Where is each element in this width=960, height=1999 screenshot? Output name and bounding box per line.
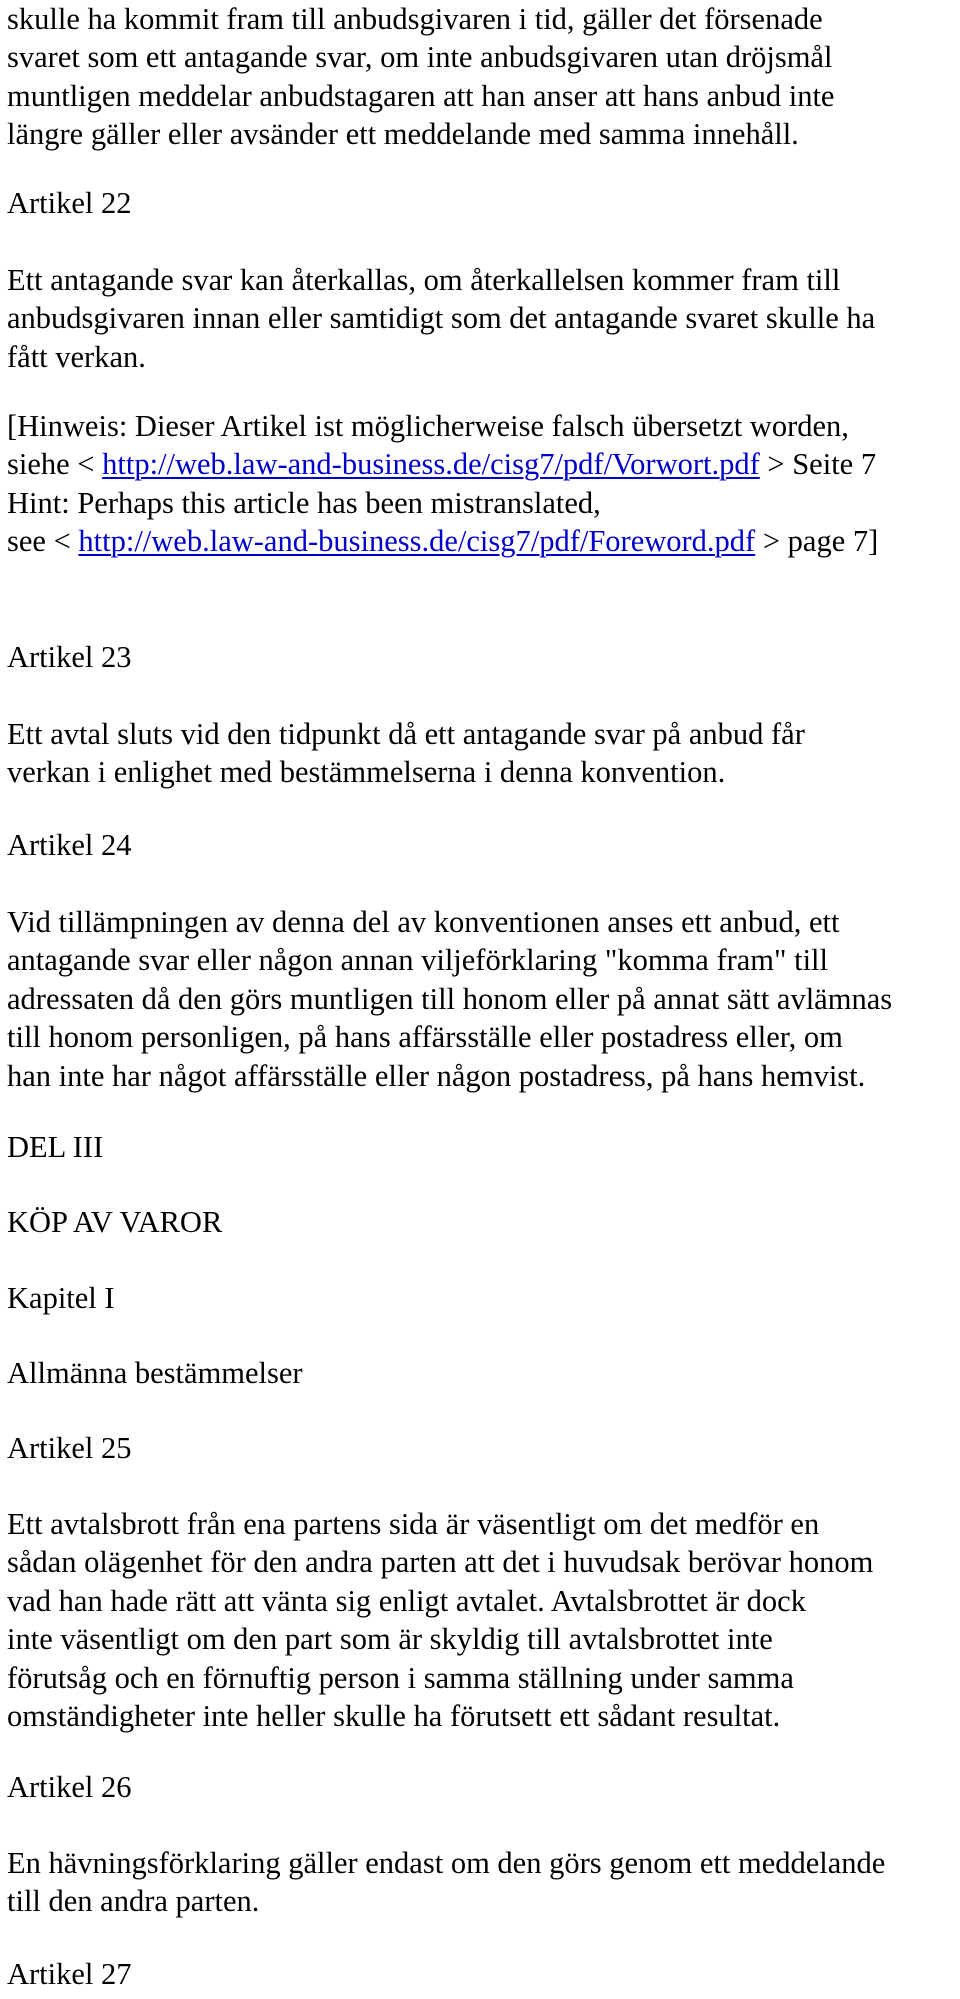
article-26-body [7,1844,885,1921]
text-line: Hint: Perhaps this article has been mistranslated, [7,485,601,520]
text-line: sådan olägenhet för den andra parten att det i huvudsak berövar honom [7,1545,874,1580]
part-heading: DEL III [7,1130,104,1164]
chapter-heading: Kapitel I [7,1281,115,1315]
translation-hint [7,407,878,561]
text-line: verkan i enlighet med bestämmelserna i denna konvention. [7,755,726,790]
article-24-body [7,903,892,1095]
text-line [7,522,878,560]
text-line: skulle ha kommit fram till anbudsgivaren i tid, gäller det försenade [7,2,823,36]
text-line: förutsåg och en förnuftig person i samma ställning under samma [7,1660,794,1695]
article-23-body [7,715,805,792]
text-line: längre gäller eller avsänder ett meddelande med samma innehåll. [7,117,799,152]
text-line: vad han hade rätt att vänta sig enligt avtalet. Avtalsbrottet är dock [7,1583,806,1618]
article-27-heading: Artikel 27 [7,1957,132,1991]
chapter-title: Allmänna bestämmelser [7,1356,303,1390]
text-line: [Hinweis: Dieser Artikel ist möglicherweise falsch übersetzt worden, [7,409,849,443]
text-line: omständigheter inte heller skulle ha förutsett ett sådant resultat. [7,1698,781,1733]
text-line: Ett avtal sluts vid den tidpunkt då ett antagande svar på anbud får [7,717,805,751]
text-line: fått verkan. [7,339,146,374]
text-line: Vid tillämpningen av denna del av konventionen anses ett anbud, ett [7,905,840,939]
text-line: svaret som ett antagande svar, om inte anbudsgivaren utan dröjsmål [7,40,833,75]
text-line: Ett avtalsbrott från ena partens sida är väsentligt om det medför en [7,1507,820,1541]
text-line: till den andra parten. [7,1884,260,1919]
paragraph-intro [7,0,834,154]
text-line: Ett antagande svar kan återkallas, om återkallelsen kommer fram till [7,263,841,297]
text-line: han inte har något affärsställe eller någon postadress, på hans hemvist. [7,1058,866,1093]
hint-prefix: see < [7,524,79,559]
article-26-heading: Artikel 26 [7,1770,132,1804]
text-line: En hävningsförklaring gäller endast om den görs genom ett meddelande [7,1846,886,1880]
text-line: inte väsentligt om den part som är skyldig till avtalsbrottet inte [7,1622,773,1657]
part-title: KÖP AV VAROR [7,1205,223,1239]
text-line: muntligen meddelar anbudstagaren att han anser att hans anbud inte [7,78,835,113]
text-line: anbudsgivaren innan eller samtidigt som det antagande svaret skulle ha [7,301,876,336]
article-23-heading: Artikel 23 [7,640,132,674]
article-22-body [7,261,875,376]
article-25-body [7,1505,873,1735]
hint-suffix: > page 7] [755,524,879,559]
text-line: till honom personligen, på hans affärsställe eller postadress eller, om [7,1020,843,1055]
article-25-heading: Artikel 25 [7,1431,132,1465]
hint-prefix: siehe < [7,447,103,482]
article-22-heading: Artikel 22 [7,186,132,220]
text-line: adressaten då den görs muntligen till honom eller på annat sätt avlämnas [7,981,893,1016]
text-line: antagande svar eller någon annan viljeförklaring "komma fram" till [7,943,828,978]
text-line [7,445,878,483]
article-24-heading: Artikel 24 [7,828,132,862]
vorwort-pdf-link[interactable]: http://web.law-and-business.de/cisg7/pdf/Vorwort.pdf [102,447,760,482]
foreword-pdf-link[interactable]: http://web.law-and-business.de/cisg7/pdf/Foreword.pdf [78,524,756,559]
hint-suffix: > Seite 7 [759,447,877,482]
